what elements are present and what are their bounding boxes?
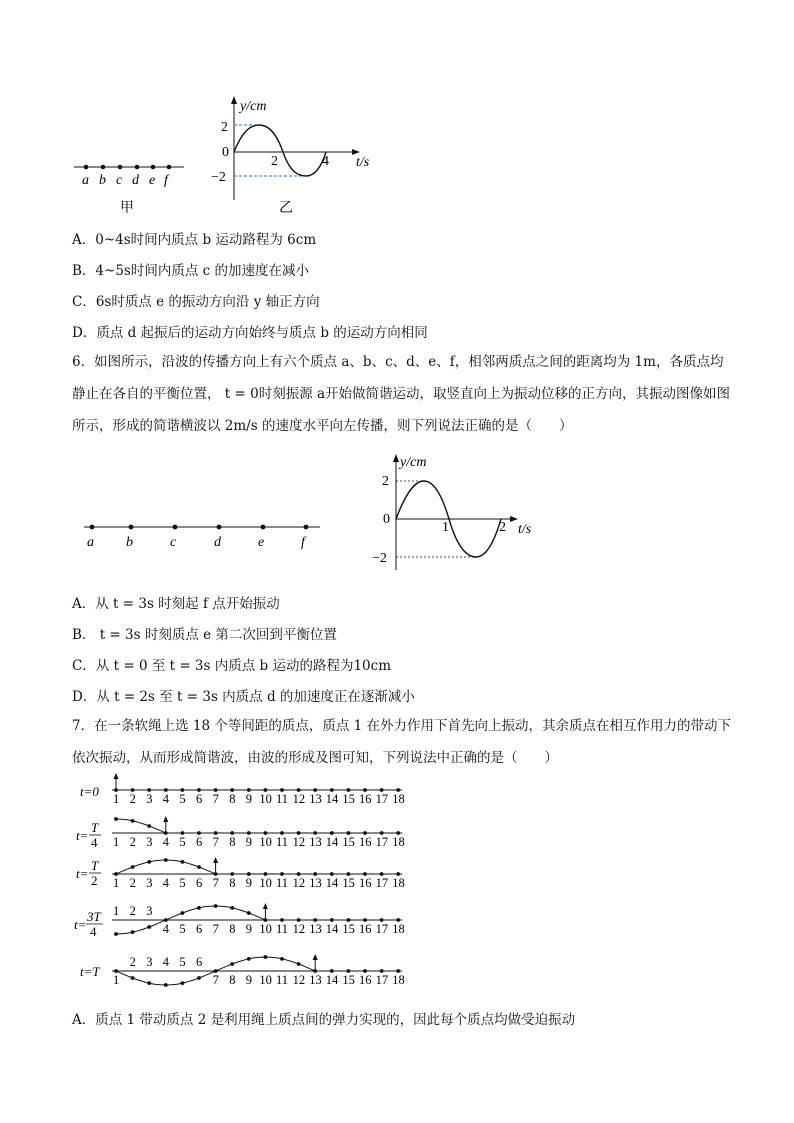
q6-option-a: A．从 t = 3s 时刻起 f 点开始振动 — [72, 596, 280, 612]
q7-point-number: 14 — [325, 835, 339, 849]
q7-point-number: 15 — [342, 876, 355, 890]
q7-point-number: 17 — [375, 922, 389, 936]
fig1-y-arrow — [231, 96, 237, 104]
q6-point-label-d: d — [214, 535, 221, 550]
q7-point-number: 9 — [245, 876, 253, 890]
q7-point — [147, 824, 151, 828]
q7-point — [131, 865, 135, 869]
q7-point — [247, 911, 251, 915]
q7-point — [264, 955, 268, 959]
fig1-caption-right: 乙 — [279, 201, 293, 216]
q7-point-number: 8 — [229, 922, 236, 936]
q7-point — [297, 962, 301, 966]
figure-q7 — [74, 772, 414, 994]
q7-point — [147, 860, 151, 864]
q7-option-a: A．质点 1 带动质点 2 是利用绳上质点间的弹力实现的，因此每个质点均做受迫振动 — [72, 1012, 576, 1028]
q7-point-number: 17 — [375, 973, 389, 987]
q6-t-arrow — [510, 516, 518, 522]
q7-row-label-1: t= — [76, 828, 89, 843]
q7-point-number: 9 — [245, 792, 253, 806]
q7-point-number: 9 — [245, 973, 253, 987]
fig1-point-label-e: e — [149, 173, 156, 188]
q7-point — [164, 983, 168, 987]
q6-option-d: D．从 t = 2s 至 t = 3s 内质点 d 的加速度正在逐渐减小 — [72, 689, 415, 705]
q7-point-number: 18 — [392, 922, 405, 936]
fig1-tick-neg2: −2 — [211, 170, 226, 185]
q7-point-number: 1 — [113, 876, 120, 890]
q7-point-number: 4 — [162, 955, 170, 969]
q7-point-number: 18 — [392, 835, 405, 849]
q7-point-number: 12 — [292, 922, 306, 936]
q7-point — [214, 904, 218, 908]
q7-point — [197, 976, 201, 980]
q7-point-number: 3 — [146, 876, 153, 890]
fig1-y-axis-label: y/cm — [240, 99, 267, 114]
q7-point-number: 5 — [179, 792, 186, 806]
q7-point-number: 3 — [146, 955, 153, 969]
q7-point-number: 6 — [196, 922, 203, 936]
q7-point-number: 9 — [245, 835, 253, 849]
q7-point-number: 7 — [212, 792, 219, 806]
q7-point-number: 14 — [325, 922, 339, 936]
q7-point-number: 18 — [392, 876, 405, 890]
q7-point-number: 5 — [179, 876, 186, 890]
q7-point — [230, 962, 234, 966]
q7-point — [147, 981, 151, 985]
q7-point — [181, 981, 185, 985]
q7-point-number: 14 — [325, 792, 339, 806]
q7-point-number: 12 — [292, 876, 306, 890]
q7-point-number: 11 — [276, 835, 289, 849]
fig1-t-axis-label: t/s — [356, 155, 370, 170]
q7-point-number: 10 — [259, 876, 272, 890]
fig1-sine-curve — [234, 125, 326, 176]
q6-stem: 6．如图所示，沿波的传播方向上有六个质点 a、b、c、d、e、f，相邻两质点之间的距离均为 1m，各质点均静止在各自的平衡位置， t = 0时刻振源 a开始做简谐运动，取竖直向上为振动位移的正方向，其振动图像如图所示，形成的简谐横波以 2m/s 的速度水平向左传播，则下列说法正确的是（ ） — [72, 354, 731, 434]
q7-point-number: 14 — [325, 973, 339, 987]
q7-row-3 — [112, 903, 405, 936]
fig1-tick-t4: 4 — [322, 154, 329, 169]
fig1-point-label-c: c — [116, 173, 123, 188]
q7-wave-curve — [116, 819, 166, 833]
q7-point-number: 2 — [129, 876, 136, 890]
q7-point-number: 8 — [229, 876, 236, 890]
q7-point — [197, 906, 201, 910]
q6-point-label-c: c — [170, 535, 177, 550]
q6-point-label-b: b — [126, 535, 133, 550]
q7-point-number: 15 — [342, 922, 355, 936]
q7-row-label-3: t= — [74, 917, 87, 932]
q7-point-number: 10 — [259, 973, 272, 987]
fig1-point-label-a: a — [82, 173, 89, 188]
q7-row-frac-den-2: 2 — [91, 873, 98, 888]
q7-point — [280, 957, 284, 961]
q6-option-b: B． t = 3s 时刻质点 e 第二次回到平衡位置 — [72, 627, 337, 643]
q7-point-number: 16 — [359, 792, 372, 806]
fig1-point-label-b: b — [99, 173, 106, 188]
q7-row-frac-num-3: 3T — [87, 909, 101, 924]
q7-point-number: 10 — [259, 922, 272, 936]
q7-point-number: 7 — [212, 876, 219, 890]
q6-tick-t2: 2 — [499, 520, 506, 535]
q7-point-number: 4 — [162, 792, 170, 806]
q7-point-number: 7 — [212, 835, 219, 849]
q6-tick-t1: 1 — [442, 520, 449, 535]
q7-front-arrowhead — [163, 816, 168, 822]
q7-rows — [112, 773, 405, 987]
q7-row-frac-num-1: T — [91, 820, 99, 835]
q7-point-number: 13 — [309, 973, 322, 987]
q7-point-number: 2 — [129, 835, 136, 849]
q7-point-number: 6 — [196, 876, 203, 890]
q7-point-number: 4 — [162, 876, 170, 890]
q7-front-arrowhead — [263, 903, 268, 909]
q7-point-number: 13 — [309, 792, 322, 806]
q7-point-number: 12 — [292, 792, 306, 806]
q7-point-number: 18 — [392, 973, 405, 987]
q7-point-number: 2 — [129, 955, 136, 969]
q7-point-number: 10 — [259, 835, 272, 849]
q7-point-number: 11 — [276, 792, 289, 806]
q5-option-d: D．质点 d 起振后的运动方向始终与质点 b 的运动方向相同 — [72, 325, 428, 341]
q6-y-axis-label: y/cm — [400, 455, 427, 470]
q7-row-1 — [112, 816, 405, 849]
q7-row-4 — [112, 954, 405, 987]
q7-point-number: 15 — [342, 792, 355, 806]
q7-point-number: 6 — [196, 835, 203, 849]
q7-point-number: 4 — [162, 835, 170, 849]
q7-point-number: 15 — [342, 835, 355, 849]
q7-front-arrowhead — [213, 857, 218, 863]
q7-point — [181, 911, 185, 915]
q7-row-label-2: t= — [76, 866, 89, 881]
q5-option-a: A．0~4s时间内质点 b 运动路程为 6cm — [72, 232, 317, 248]
q7-point-number: 17 — [375, 876, 389, 890]
q7-point-number: 5 — [179, 955, 186, 969]
q7-row-frac-num-2: T — [91, 858, 99, 873]
q7-point-number: 10 — [259, 792, 272, 806]
q7-point-number: 17 — [375, 835, 389, 849]
q7-point-number: 4 — [162, 922, 170, 936]
q7-row-2 — [112, 857, 405, 890]
q7-point-number: 16 — [359, 876, 372, 890]
fig1-tick-2: 2 — [221, 120, 228, 135]
q7-point-number: 11 — [276, 922, 289, 936]
q7-row-frac-den-3: 4 — [90, 924, 97, 939]
q7-point-number: 13 — [309, 876, 322, 890]
q7-point-number: 2 — [129, 792, 136, 806]
q7-point — [181, 860, 185, 864]
q7-point-number: 11 — [276, 876, 289, 890]
q7-point-number: 3 — [146, 835, 153, 849]
q7-point — [131, 930, 135, 934]
q7-point-number: 13 — [309, 835, 322, 849]
q6-y-arrow — [393, 454, 399, 462]
q7-point-number: 7 — [212, 973, 219, 987]
q7-row-label-0: t=0 — [80, 784, 99, 799]
q7-point — [164, 858, 168, 862]
q7-stem: 7．在一条软绳上选 18 个等间距的质点，质点 1 在外力作用下首先向上振动，其余质点在相互作用力的带动下依次振动，从而形成简谐波，由波的形成及图可知，下列说法中正确的是（ ） — [72, 718, 732, 766]
q7-point — [147, 925, 151, 929]
q7-point-number: 8 — [229, 973, 236, 987]
q7-point — [247, 957, 251, 961]
q7-point — [131, 819, 135, 823]
q7-point-number: 1 — [113, 835, 120, 849]
q7-point-number: 3 — [146, 904, 153, 918]
q7-point-number: 8 — [229, 835, 236, 849]
q5-option-c: C．6s时质点 e 的振动方向沿 y 轴正方向 — [72, 294, 320, 310]
q7-point-number: 13 — [309, 922, 322, 936]
q6-option-c: C．从 t = 0 至 t = 3s 内质点 b 运动的路程为10cm — [72, 658, 392, 674]
q7-point-number: 8 — [229, 792, 236, 806]
fig1-tick-t2: 2 — [271, 154, 278, 169]
q7-point-number: 9 — [245, 922, 253, 936]
q7-point-number: 5 — [179, 922, 186, 936]
q7-point — [114, 932, 118, 936]
q7-point-number: 7 — [212, 922, 219, 936]
q7-point-number: 2 — [129, 904, 136, 918]
q7-point-number: 6 — [196, 955, 203, 969]
q7-point-number: 16 — [359, 973, 372, 987]
q7-point-number: 16 — [359, 835, 372, 849]
q7-point-number: 18 — [392, 792, 405, 806]
q7-point-number: 15 — [342, 973, 355, 987]
q6-point-label-e: e — [258, 535, 265, 550]
q7-point-number: 1 — [113, 904, 120, 918]
q7-row-0 — [112, 773, 405, 806]
q7-point-number: 17 — [375, 792, 389, 806]
q7-point-number: 12 — [292, 835, 306, 849]
q7-point — [114, 817, 118, 821]
q7-point-number: 14 — [325, 876, 339, 890]
q7-front-arrowhead — [114, 773, 119, 779]
fig1-caption-left: 甲 — [120, 201, 134, 216]
q7-point-number: 3 — [146, 792, 153, 806]
q7-point-number: 11 — [276, 973, 289, 987]
q7-point-number: 1 — [113, 973, 120, 987]
figure-1 — [60, 88, 390, 223]
q7-point — [197, 865, 201, 869]
q6-tick-2: 2 — [382, 474, 389, 489]
figure-q6 — [78, 452, 548, 574]
q7-point-number: 5 — [179, 835, 186, 849]
fig1-point-label-d: d — [132, 173, 139, 188]
q7-point-number: 16 — [359, 922, 372, 936]
fig1-point-label-f: f — [164, 173, 168, 188]
q5-option-b: B．4~5s时间内质点 c 的加速度在减小 — [72, 263, 309, 279]
q7-front-arrowhead — [313, 954, 318, 960]
q6-tick-0: 0 — [383, 512, 390, 527]
q6-t-axis-label: t/s — [518, 522, 532, 537]
q7-point — [131, 976, 135, 980]
q7-point-number: 6 — [196, 792, 203, 806]
q7-point — [230, 906, 234, 910]
q6-tick-neg2: −2 — [372, 551, 387, 566]
fig1-tick-0: 0 — [222, 145, 229, 160]
q6-point-label-f: f — [301, 535, 305, 550]
q6-point-label-a: a — [87, 535, 94, 550]
q7-row-frac-den-1: 4 — [91, 835, 98, 850]
q7-point-number: 12 — [292, 973, 306, 987]
q7-point-number: 1 — [113, 792, 120, 806]
q7-row-label-4: t=T — [80, 964, 100, 979]
